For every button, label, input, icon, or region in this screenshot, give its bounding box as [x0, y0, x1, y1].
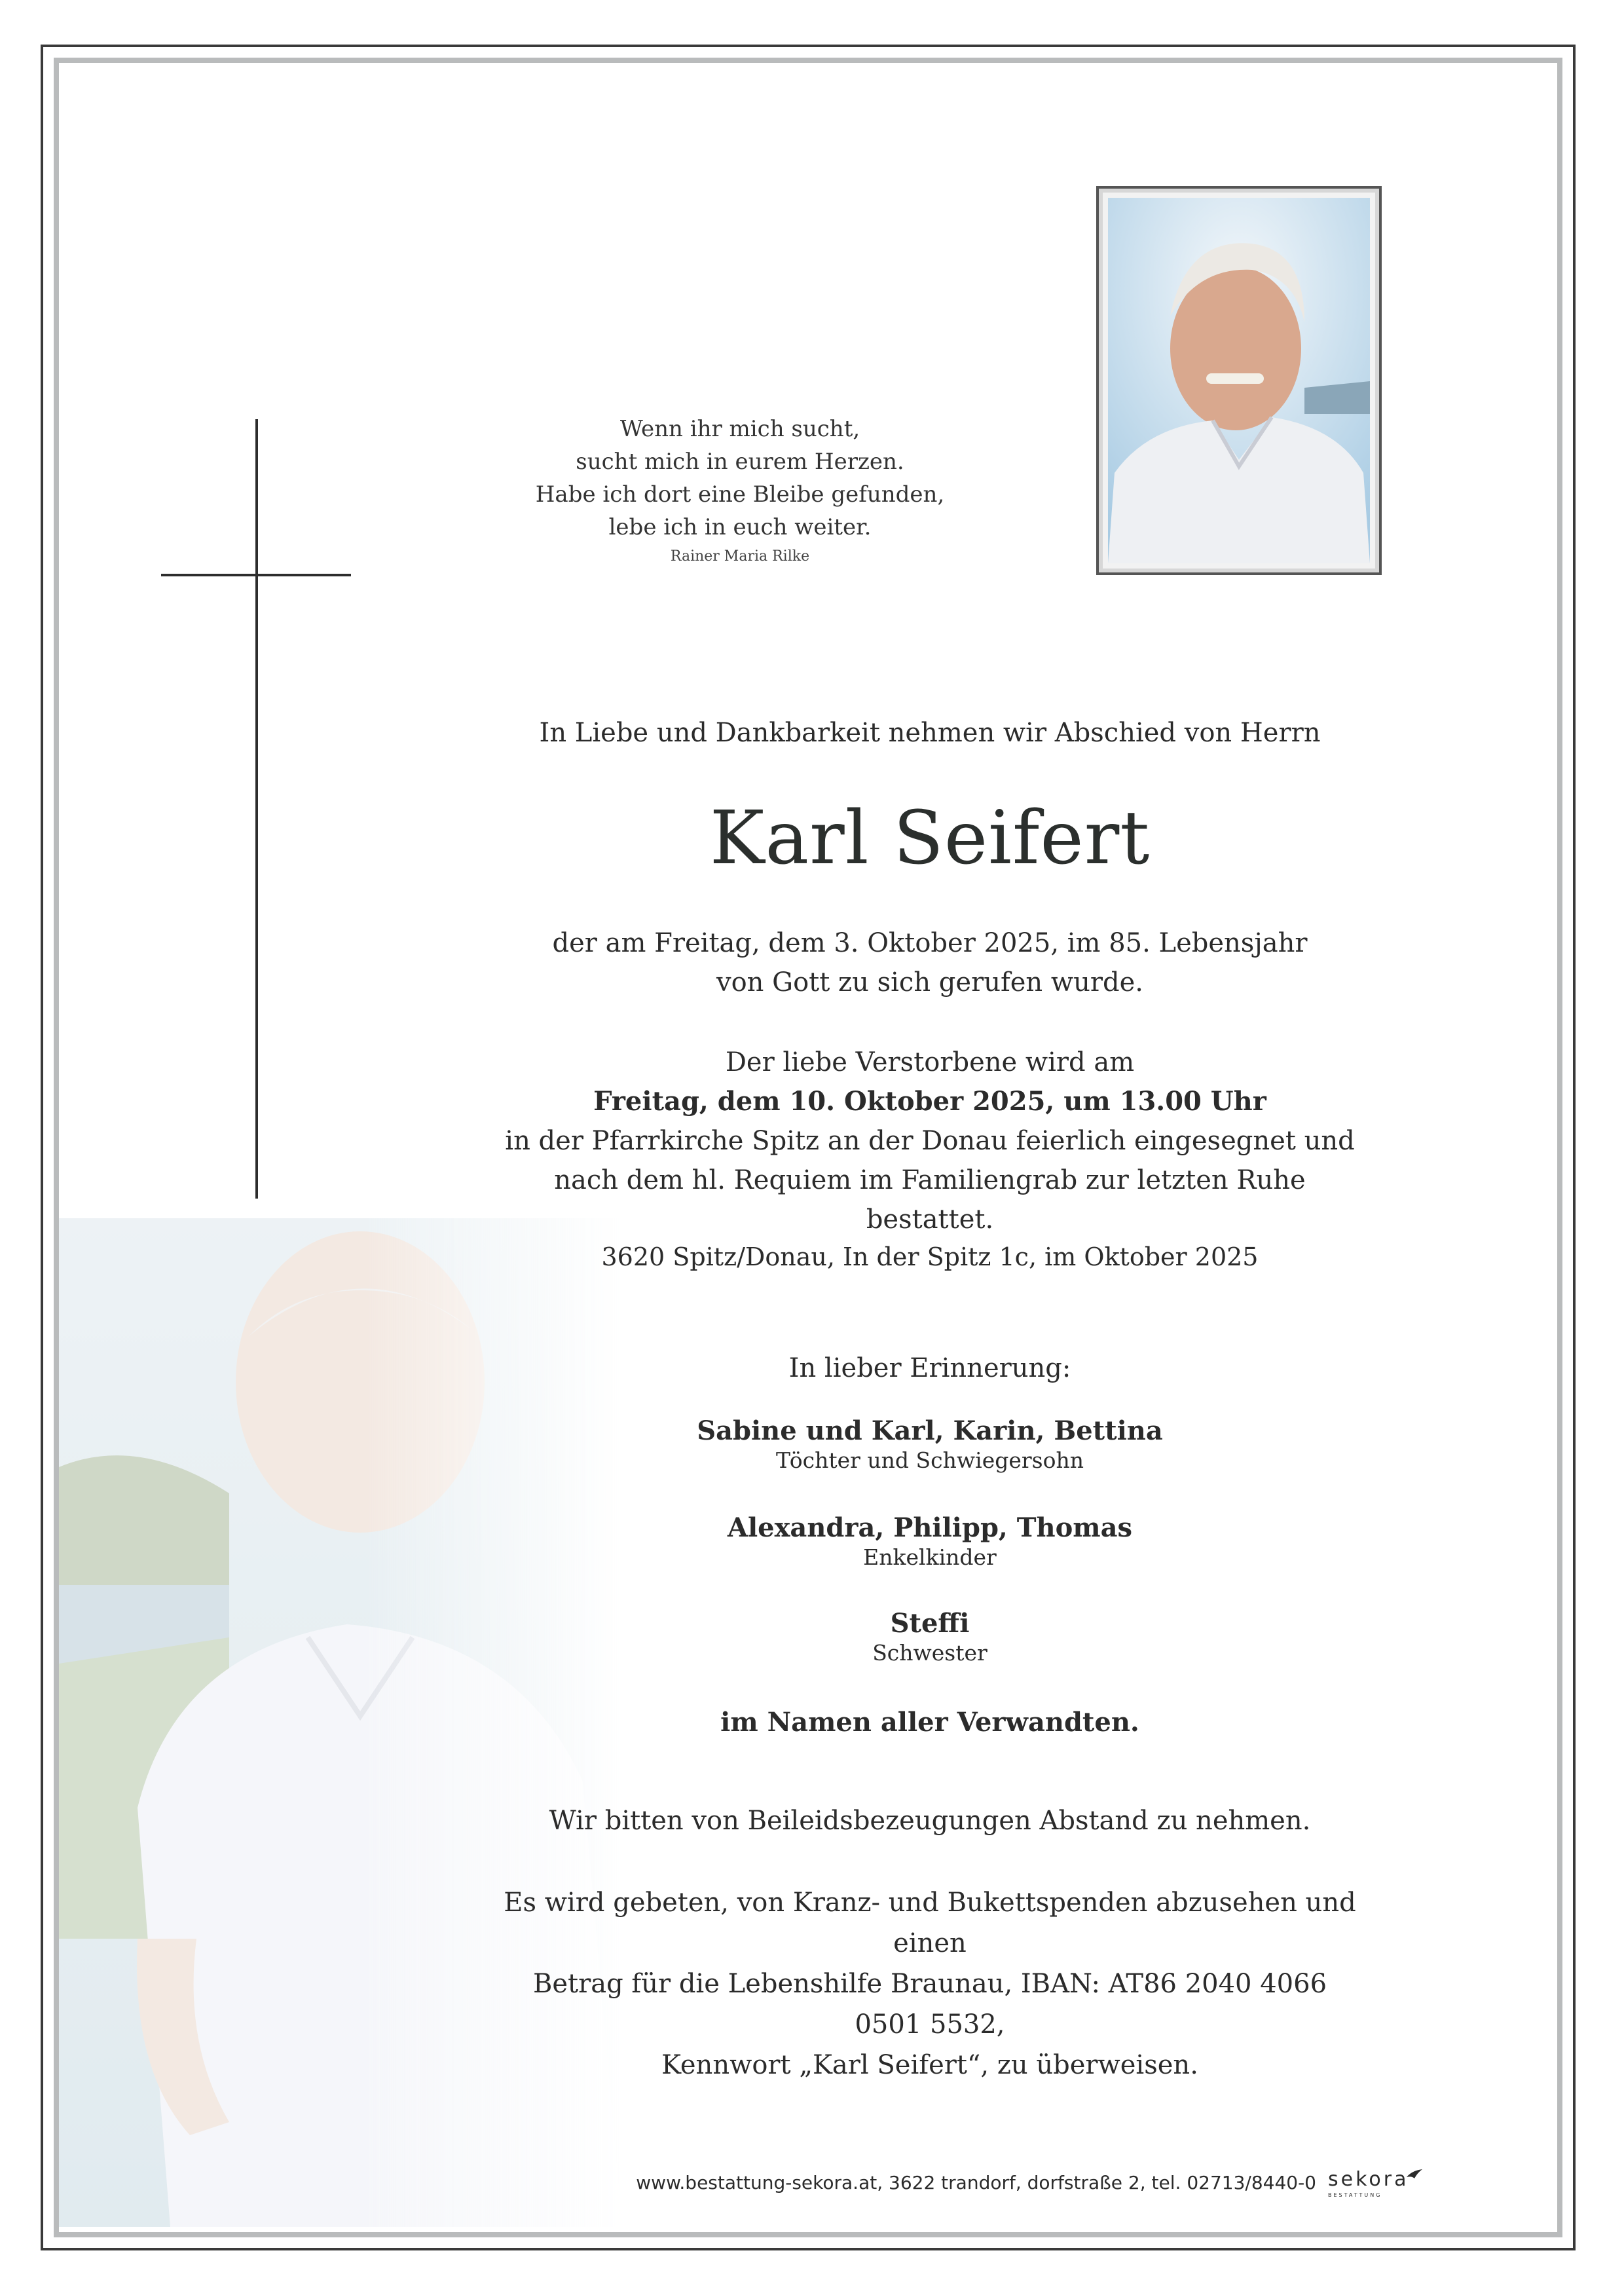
on-behalf-line: im Namen aller Verwandten. — [720, 1707, 1139, 1738]
mourner-names: Steffi — [890, 1608, 970, 1639]
mourner-names: Alexandra, Philipp, Thomas — [727, 1512, 1133, 1543]
poem — [498, 413, 982, 570]
farewell-intro: In Liebe und Dankbarkeit nehmen wir Abschied von Herrn — [539, 718, 1321, 748]
death-line: von Gott zu sich gerufen wurde. — [716, 967, 1144, 998]
footer-contact: www.bestattung-sekora.at, 3622 trandorf, dorfstraße 2, tel. 02713/8440-0 — [636, 2172, 1316, 2193]
mourner-group — [498, 1415, 1362, 1474]
death-date-line: der am Freitag, dem 3. Oktober 2025, im 85. Lebensjahr — [552, 928, 1308, 958]
donation-line: Kennwort „Karl Seifert“, zu überweisen. — [661, 2050, 1198, 2080]
poem-author: Rainer Maria Rilke — [670, 548, 810, 565]
poem-line: lebe ich in euch weiter. — [608, 514, 872, 540]
mourner-names: Sabine und Karl, Karin, Bettina — [697, 1415, 1163, 1446]
cross-horizontal-bar — [161, 574, 351, 576]
mourner-group — [498, 1512, 1362, 1571]
deceased-name: Karl Seifert — [709, 796, 1151, 881]
funeral-date: Freitag, dem 10. Oktober 2025, um 13.00 Uhr — [593, 1086, 1266, 1117]
funeral-line: nach dem hl. Requiem im Familiengrab zur letzten Ruhe bestattet. — [554, 1165, 1306, 1235]
mourner-relation: Enkelkinder — [863, 1544, 997, 1570]
donation-line: Betrag für die Lebenshilfe Braunau, IBAN: AT86 2040 4066 0501 5532, — [532, 1969, 1327, 2040]
death-notice — [498, 924, 1362, 1002]
funeral-info — [498, 1043, 1362, 1239]
portrait-photo — [1096, 186, 1382, 575]
bird-icon — [1405, 2168, 1424, 2181]
cross-vertical-bar — [255, 419, 258, 1199]
mourner-group — [498, 1607, 1362, 1666]
sekora-logo — [1328, 2168, 1420, 2198]
mourner-relation: Schwester — [872, 1640, 987, 1666]
poem-line: Wenn ihr mich sucht, — [619, 416, 860, 442]
condolence-request: Wir bitten von Beileidsbezeugungen Abstand zu nehmen. — [549, 1806, 1311, 1836]
poem-line: sucht mich in eurem Herzen. — [576, 449, 904, 475]
logo-subtitle: BESTATTUNG — [1328, 2192, 1382, 2198]
memory-title: In lieber Erinnerung: — [788, 1353, 1071, 1383]
place-date: 3620 Spitz/Donau, In der Spitz 1c, im Oktober 2025 — [601, 1242, 1259, 1271]
funeral-line: Der liebe Verstorbene wird am — [725, 1047, 1135, 1077]
funeral-line: in der Pfarrkirche Spitz an der Donau feierlich eingesegnet und — [505, 1126, 1355, 1156]
donation-request — [498, 1882, 1362, 2085]
poem-line: Habe ich dort eine Bleibe gefunden, — [535, 481, 945, 508]
logo-word: sekora — [1328, 2168, 1409, 2191]
mourner-relation: Töchter und Schwiegersohn — [776, 1447, 1084, 1473]
donation-line: Es wird gebeten, von Kranz- und Bukettspenden abzusehen und einen — [504, 1888, 1356, 1958]
